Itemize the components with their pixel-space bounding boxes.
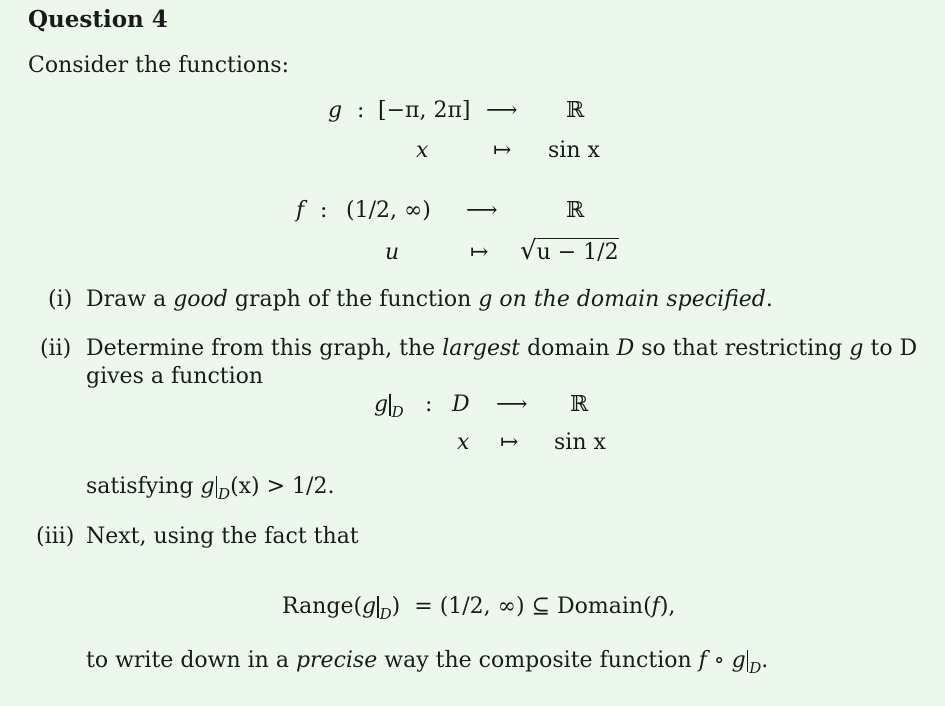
part-iii-label: (iii) [36,524,75,549]
f-codomain: ℝ [566,198,585,223]
f-variable: u [385,240,400,265]
restricted-g-domain: D [452,392,470,417]
f-mapsto: ↦ [470,240,489,265]
restricted-g-mapsto: ↦ [500,430,519,455]
restricted-g-colon: : [425,392,433,417]
part-iii-text: Next, using the fact that [86,524,359,549]
sqrt-sign: √ [520,236,537,266]
restricted-g-codomain: ℝ [570,392,589,417]
part-i-label: (i) [48,287,73,312]
restricted-g-variable: x [457,430,470,455]
restricted-g-name: g $_D$ [374,392,404,421]
part-i-text: Draw a good graph of the function g on the domain specified. [86,287,773,312]
part-ii-line1: Determine from this graph, the largest domain D so that restricting g to D [86,336,918,361]
g-rule: sin x [548,138,600,163]
g-codomain: ℝ [566,98,585,123]
question-title: Question 4 [28,6,168,33]
final-instruction: to write down in a precise way the composite function f ∘ g $_D$. [86,648,769,677]
f-rule [520,236,619,266]
restricted-g-arrow: ⟶ [496,392,528,417]
g-variable: x [416,138,429,163]
g-colon: : [357,98,365,123]
g-name: g [328,98,343,123]
f-arrow: ⟶ [466,198,498,223]
f-name: f [296,198,305,223]
restricted-g-rule: sin x [554,430,606,455]
part-ii-label: (ii) [40,336,72,361]
g-domain: [−π, 2π] [378,98,471,123]
g-mapsto: ↦ [493,138,512,163]
f-colon: : [320,198,328,223]
range-equation: Range(g $_D$) = (1/2, ∞) ⊆ Domain(f), [282,594,676,623]
part-ii-line2: gives a function [86,364,264,389]
f-domain: (1/2, ∞) [346,198,431,223]
intro-text: Consider the functions: [28,53,290,78]
satisfying-condition: satisfying g $_D$(x) > 1/2. [86,474,335,503]
sqrt-body: u − 1/2 [536,240,619,265]
g-arrow: ⟶ [486,98,518,123]
